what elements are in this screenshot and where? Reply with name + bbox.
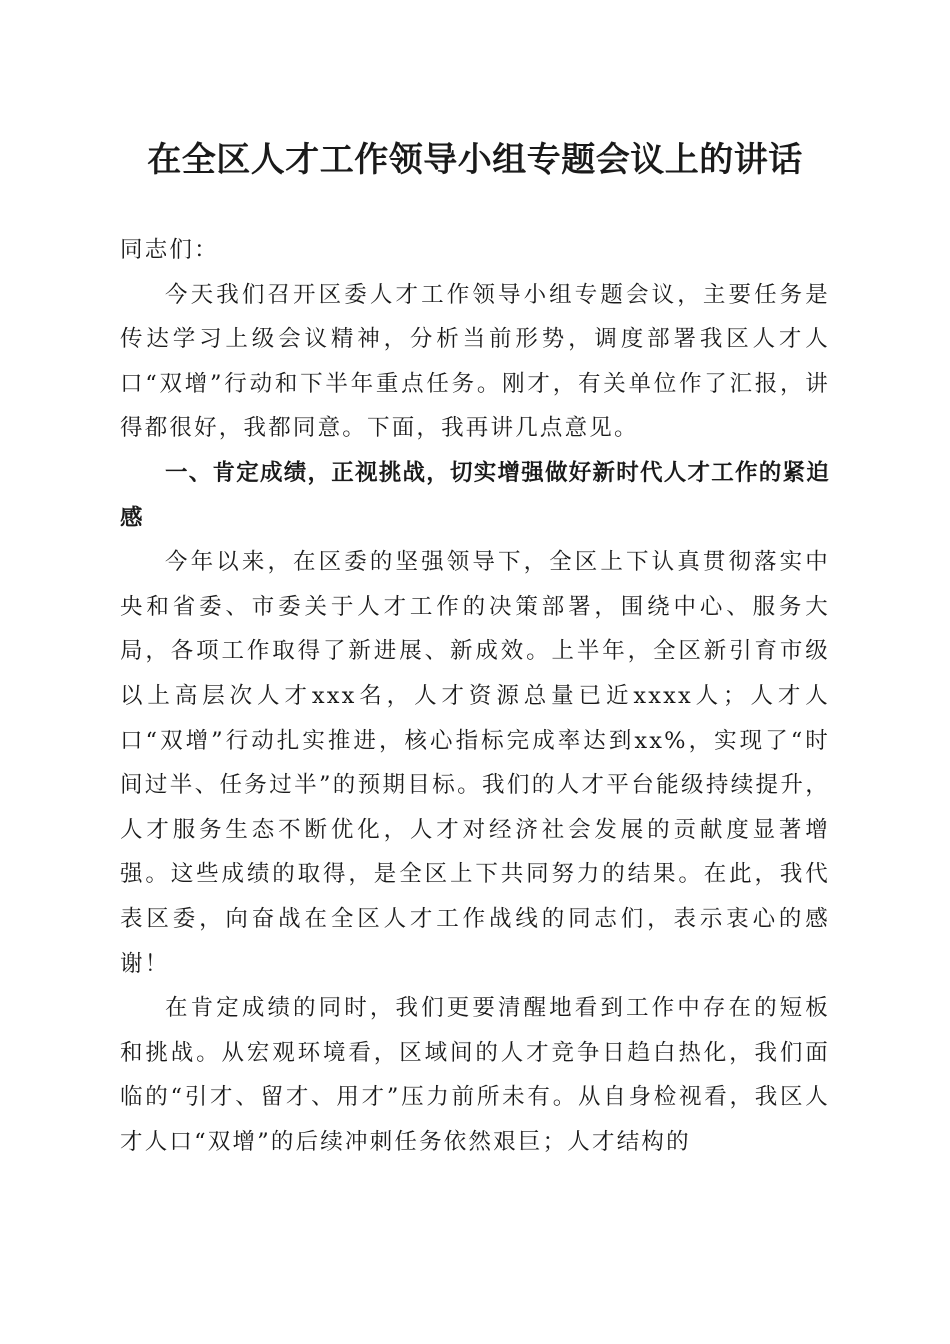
section-heading-1: 一、肯定成绩，正视挑战，切实增强做好新时代人才工作的紧迫感 [120, 459, 830, 531]
paragraph-challenges: 在肯定成绩的同时，我们更要清醒地看到工作中存在的短板和挑战。从宏观环境看，区域间的人才竞争日趋白热化，我们面临的“引才、留才、用才”压力前所未有。从自身检视看，我区人才人口“双增”的后续冲刺任务依然艰巨；人才结构的 [120, 995, 830, 1155]
document-title: 在全区人才工作领导小组专题会议上的讲话 [147, 140, 803, 180]
paragraph-achievements: 今年以来，在区委的坚强领导下，全区上下认真贯彻落实中央和省委、市委关于人才工作的决策部署，围绕中心、服务大局，各项工作取得了新进展、新成效。上半年，全区新引育市级以上高层次人才xxx名，人才资源总量已近xxxx人；人才人口“双增”行动扎实推进，核心指标完成率达到xx%，实现了“时间过半、任务过半”的预期目标。我们的人才平台能级持续提升，人才服务生态不断优化，人才对经济社会发展的贡献度显著增强。这些成绩的取得，是全区上下共同努力的结果。在此，我代表区委，向奋战在全区人才工作战线的同志们，表示衷心的感谢！ [120, 549, 830, 977]
salutation: 同志们： [120, 237, 219, 263]
paragraph-intro: 今天我们召开区委人才工作领导小组专题会议，主要任务是传达学习上级会议精神，分析当前形势，调度部署我区人才人口“双增”行动和下半年重点任务。刚才，有关单位作了汇报，讲得都很好，我都同意。下面，我再讲几点意见。 [120, 281, 830, 442]
document-body [120, 228, 830, 1164]
